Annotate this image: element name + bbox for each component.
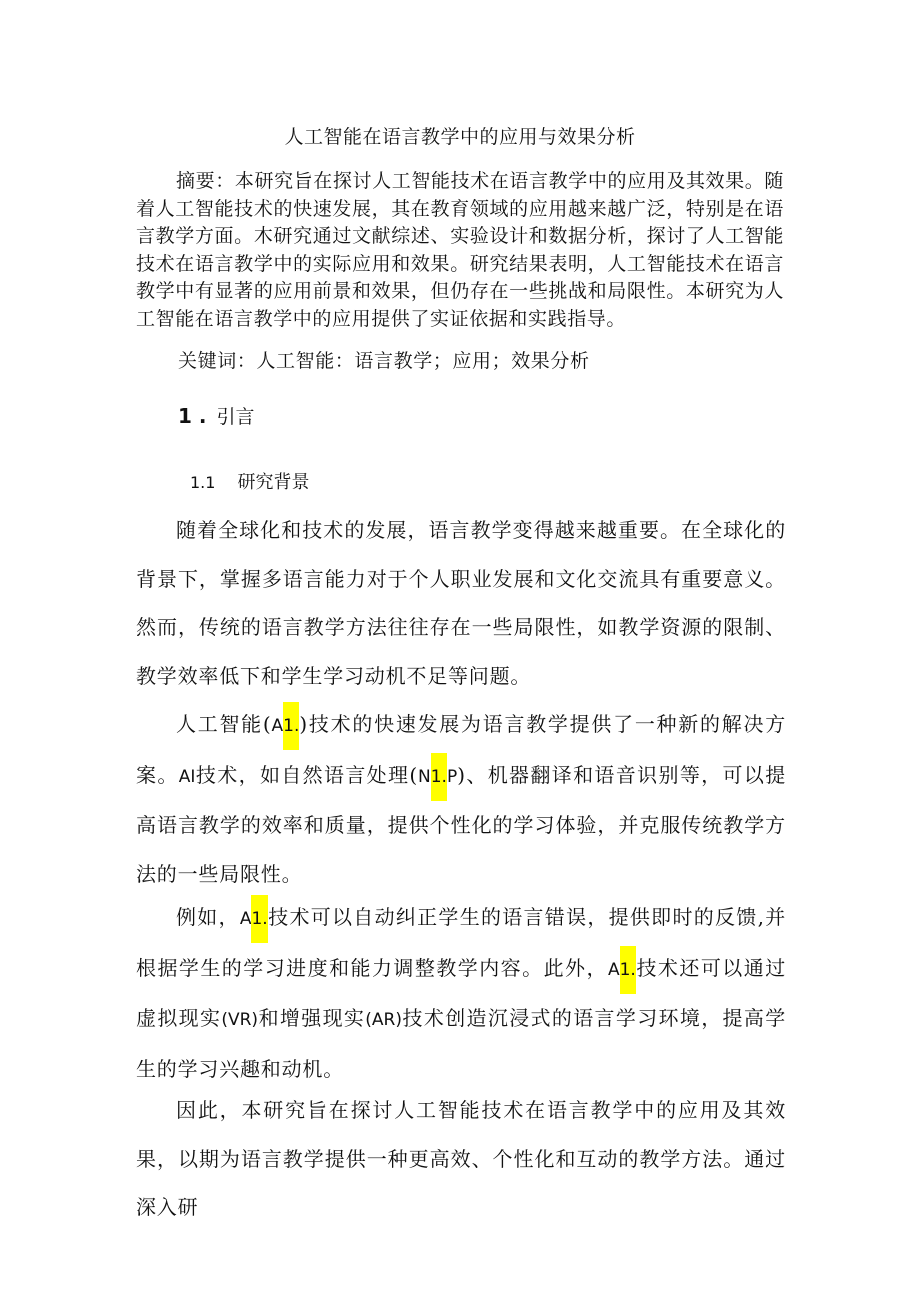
text-run: 技术创造沉浸式的语言学习环境，提高学生的学习兴趣和动机。 [136,1006,787,1081]
body-paragraph-3 [136,893,786,1093]
body-paragraph-1: 随着全球化和技术的发展，语言教学变得越来越重要。在全球化的背景下，掌握多语言能力对于个人职业发展和文化交流具有重要意义。然而，传统的语言教学方法往往存在一些局限性，如教学资源的限制、教学效率低下和学生学习动机不足等问题。 [136,518,786,688]
text-run: 和增强现实 [258,1006,366,1030]
text-run: 技术，如自然语言处理( [195,762,418,787]
subsection-heading-background [190,468,309,494]
document-title: 人工智能在语言教学中的应用与效果分析 [284,126,636,148]
keywords-line: 关键词：人工智能：语言教学；应用；效果分析 [178,350,590,372]
text-run: N [417,766,431,787]
highlighted-text: 1. [620,946,636,994]
text-run: )技术的快速发展为语言教学提供了一种新的解决方案。 [136,712,786,787]
section-title: 引言 [216,406,255,428]
text-run: A [607,959,620,980]
highlighted-text: 1. [283,702,299,750]
subsection-title: 研究背景 [237,472,310,493]
highlighted-text: 1. [251,895,267,943]
text-run: 例如， [176,905,240,929]
section-heading-introduction [178,402,255,429]
text-run: 技术还可以通过虚拟现实 [136,955,786,1030]
text-run: 人工智能( [176,712,272,736]
text-run: AI [178,766,196,787]
section-number: 1 . [178,404,207,428]
text-run: (VR) [221,1010,259,1030]
text-run: )、机器翻译和语音识别等，可以提高语言教学的效率和质量，提供个性化的学习体验，并克服传统教学方法的一些局限性。 [136,762,787,886]
text-run: P [446,766,458,787]
text-run: (AR) [365,1010,402,1030]
text-run: 技术可以自动纠正学生的语言错误，提供即时的反馈,并根据学生的学习进度和能力调整教学内容。此外， [136,905,787,980]
highlighted-text: 1. [431,753,447,801]
subsection-number: 1.1 [190,473,216,492]
abstract-paragraph: 摘要：本研究旨在探讨人工智能技术在语言教学中的应用及其效果。随着人工智能技术的快速发展，其在教育领域的应用越来越广泛，特别是在语言教学方面。木研究通过文献综述、实验设计和数据分析，探讨了人工智能技术在语言教学中的实际应用和效果。研究结果表明，人工智能技术在语言教学中有显著的应用前景和效果，但仍存在一些挑战和局限性。本研究为人工智能在语言教学中的应用提供了实证依据和实践指导。 [136,170,784,330]
body-paragraph-4: 因此，本研究旨在探讨人工智能技术在语言教学中的应用及其效果，以期为语言教学提供一种更高效、个性化和互动的教学方法。通过深入研 [136,1098,786,1219]
text-run: A [271,716,284,736]
body-paragraph-2 [136,700,786,898]
text-run: A [239,909,252,929]
